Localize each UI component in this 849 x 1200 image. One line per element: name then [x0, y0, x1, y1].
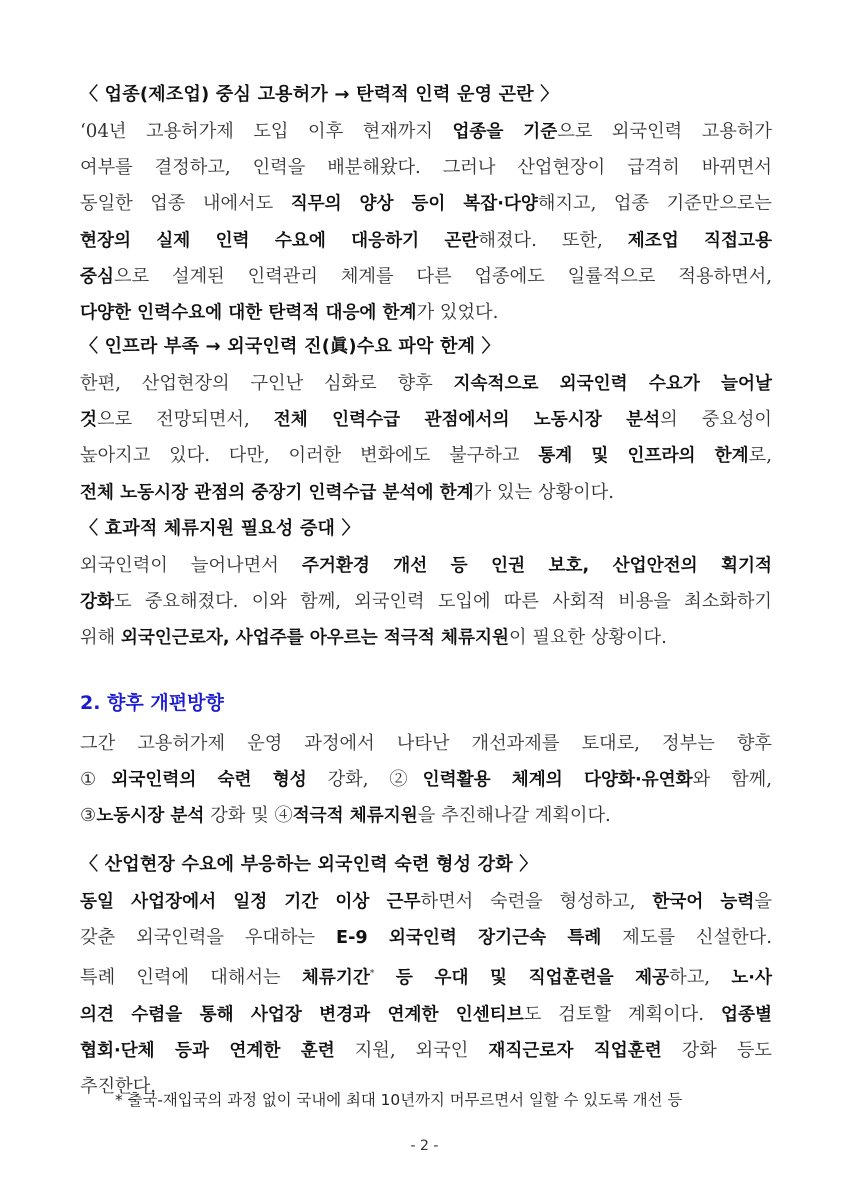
subheading-industry-based-permit: 〈 업종(제조업) 중심 고용허가 → 탄력적 인력 운영 곤란 〉 [80, 84, 559, 105]
text-run: 하고, [669, 967, 732, 989]
text-line [80, 114, 772, 150]
bold-text-run: 재직근로자 직업훈련 [488, 1040, 662, 1061]
text-run: 동일한 업종 내에서도 [80, 193, 291, 215]
bold-text-run: 외국인력의 숙련 형성 [111, 770, 307, 791]
text-line [80, 150, 772, 186]
text-line [80, 956, 772, 996]
bold-text-run: 업종별 [721, 1004, 772, 1025]
bold-text-run: 업종을 기준 [452, 122, 558, 142]
bold-text-run: 직무의 양상 등이 복잡·다양 [290, 194, 538, 215]
text-line [80, 295, 772, 331]
bold-text-run: 외국인근로자, 사업주를 아우르는 적극적 체류지원 [120, 628, 510, 649]
bold-text-run: 한국어 능력 [652, 892, 755, 912]
text-run: 을 추진해나갈 계획이다. [417, 805, 611, 827]
text-run: 위해 [80, 627, 121, 649]
bold-text-run: 주거환경 개선 등 인권 보호, 산업안전의 획기적 [301, 556, 772, 576]
text-line [80, 438, 772, 474]
text-run: 높아지고 있다. 다만, 이러한 변화에도 불구하고 [80, 445, 539, 467]
bold-text-run: 중심 [80, 266, 114, 287]
bold-text-run: 인력활용 체계의 다양화·유연화 [422, 770, 693, 791]
text-line [80, 366, 772, 402]
text-run: 가 있는 상황이다. [473, 481, 614, 503]
paragraph-future-direction [80, 726, 772, 835]
text-line [80, 997, 772, 1033]
bold-text-run: 제조업 직접고용 [627, 230, 772, 251]
subheading-skill-formation: 〈 산업현장 수요에 부응하는 외국인력 숙련 형성 강화 〉 [80, 854, 538, 875]
text-line [80, 186, 772, 222]
paragraph-residency-support [80, 548, 772, 657]
text-line [80, 223, 772, 259]
text-run: 강화 및 ④ [204, 805, 293, 827]
text-run: 지원, 외국인 [334, 1039, 489, 1061]
text-line [80, 259, 772, 295]
text-line [80, 584, 772, 620]
text-run: 해지고, 업종 기준만으로는 [537, 193, 773, 215]
bold-text-run: 통계 및 인프라의 한계 [538, 446, 749, 467]
text-run: 한편, 산업현장의 구인난 심화로 향후 [80, 373, 454, 394]
bold-text-run: 등 우대 및 직업훈련을 제공 [374, 968, 670, 989]
paragraph-industry-based-permit [80, 114, 772, 331]
subheading-infrastructure-shortage: 〈 인프라 부족 → 외국인력 진(眞)수요 파악 한계 〉 [80, 336, 500, 357]
text-run: 로, [748, 445, 772, 467]
text-run: ① [80, 769, 112, 791]
text-run: 해졌다. 또한, [478, 229, 628, 251]
footnote: * 출국-재입국의 과정 없이 국내에 최대 10년까지 머무르면서 일할 수 있도록 개선 등 [115, 1091, 683, 1109]
text-run: 여부를 결정하고, 인력을 배분해왔다. 그러나 산업현장이 급격히 바뀌면서 [80, 157, 772, 179]
text-run: 도 중요해졌다. 이와 함께, 외국인력 도입에 따른 사회적 비용을 최소화하기 [114, 591, 772, 613]
bold-text-run: E-9 외국인력 장기근속 특례 [336, 928, 602, 949]
bold-text-run: 협회·단체 등과 연계한 훈련 [80, 1040, 335, 1061]
text-line [80, 884, 772, 920]
text-line [80, 620, 772, 656]
page-number: - 2 - [410, 1138, 439, 1154]
bold-text-run: 적극적 체류지원 [292, 806, 418, 827]
text-run: 강화, ② [306, 769, 423, 791]
text-run: 이 필요한 상황이다. [509, 627, 667, 649]
text-run: 하면서 숙련을 형성하고, [420, 891, 653, 912]
text-line [80, 798, 772, 834]
bold-text-run: 다양한 인력수요에 대한 탄력적 대응에 한계 [80, 303, 417, 324]
bold-text-run: 것 [80, 410, 97, 431]
text-run: ‘04년 고용허가제 도입 이후 현재까지 [80, 121, 453, 142]
bold-text-run: 지속적으로 외국인력 수요가 늘어날 [453, 374, 772, 394]
text-run: 특례 인력에 대해서는 [80, 967, 302, 989]
text-run: 외국인력이 늘어나면서 [80, 555, 302, 576]
text-line [80, 402, 772, 438]
bold-text-run: 강화 [80, 592, 114, 613]
text-run: 갖춘 외국인력을 우대하는 [80, 927, 337, 949]
bold-text-run: 현장의 실제 인력 수요에 대응하기 곤란 [80, 230, 479, 251]
text-run: 와 함께, [692, 769, 772, 791]
bold-text-run: 의견 수렴을 통해 사업장 변경과 연계한 인센티브 [80, 1004, 524, 1025]
bold-text-run: 전체 노동시장 관점의 중장기 인력수급 분석에 한계 [80, 482, 474, 503]
text-line [80, 762, 772, 798]
text-run: 도 검토할 계획이다. [523, 1003, 721, 1025]
text-line [80, 1033, 772, 1069]
text-line [80, 920, 772, 956]
text-run: 으로 설계된 인력관리 체계를 다른 업종에도 일률적으로 적용하면서, [114, 265, 772, 287]
bold-text-run: 전체 인력수급 관점에서의 노동시장 분석 [273, 410, 661, 431]
section-heading-future-direction: 2. 향후 개편방향 [80, 692, 224, 714]
bold-text-run: 동일 사업장에서 일정 기간 이상 근무 [80, 892, 421, 912]
subheading-residency-support: 〈 효과적 체류지원 필요성 증대 〉 [80, 518, 360, 539]
text-run: 그간 고용허가제 운영 과정에서 나타난 개선과제를 토대로, 정부는 향후 [80, 733, 772, 754]
text-line [80, 475, 772, 511]
paragraph-infrastructure-shortage [80, 366, 772, 511]
text-run: 추진한다. [80, 1076, 157, 1098]
bold-text-run: 노동시장 분석 [96, 806, 205, 827]
text-run: 강화 등도 [661, 1039, 773, 1061]
paragraph-skill-formation [80, 884, 772, 1105]
bold-text-run: 노·사 [731, 968, 772, 989]
text-run: * [369, 969, 375, 980]
text-line [80, 548, 772, 584]
text-run: 을 [754, 891, 773, 912]
bold-text-run: 체류기간 [301, 968, 370, 989]
text-run: 가 있었다. [416, 302, 499, 324]
text-run: 의 중요성이 [660, 409, 772, 431]
text-run: 제도를 신설한다. [601, 927, 772, 949]
text-line [80, 726, 772, 762]
text-run: 으로 전망되면서, [97, 409, 274, 431]
text-run: ③ [80, 805, 97, 827]
text-run: 으로 외국인력 고용허가 [557, 121, 772, 142]
